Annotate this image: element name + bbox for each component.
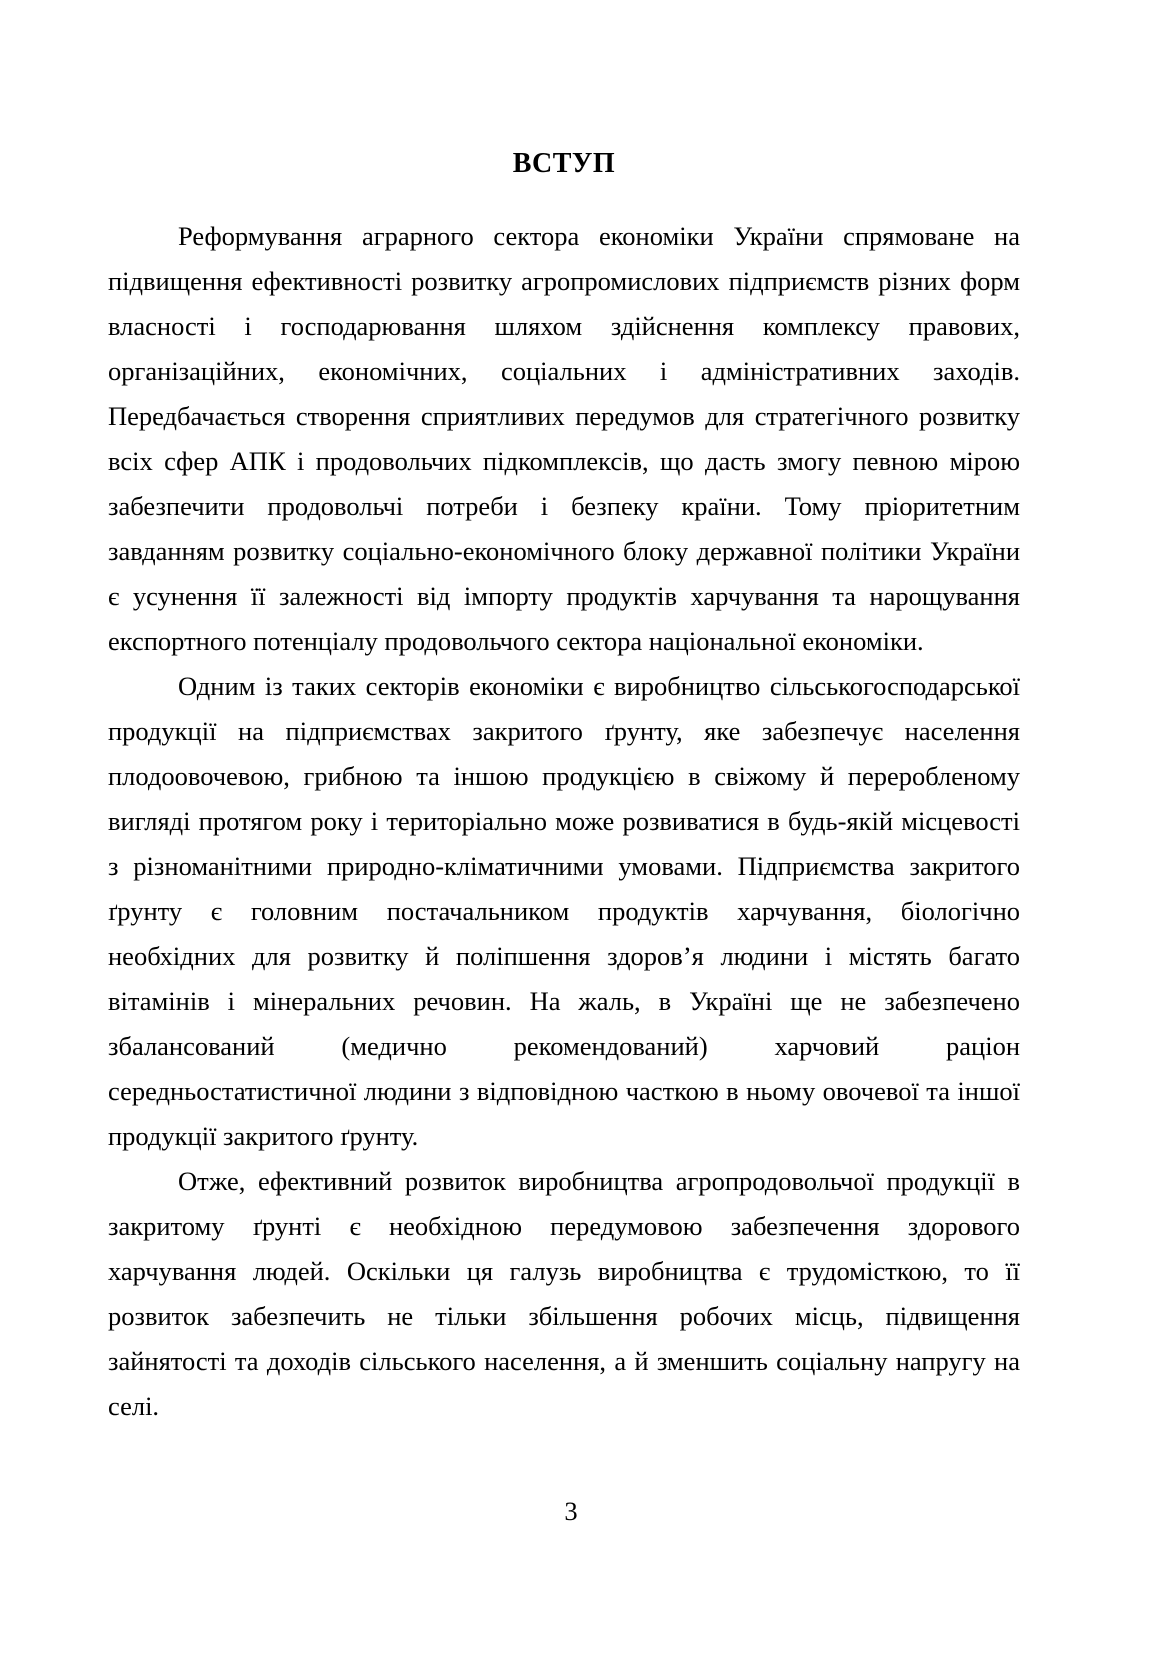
text-line: Одним із таких секторів економіки є виробництво сільськогосподарської (178, 671, 1020, 701)
text-line: всіх сфер АПК і продовольчих підкомплексів, що дасть змогу певною мірою (108, 446, 1020, 476)
text-line: середньостатистичної людини з відповідною часткою в ньому овочевої та іншої (108, 1076, 1020, 1106)
paragraph (108, 1159, 1020, 1429)
text-line: Реформування аграрного сектора економіки України спрямоване на (178, 221, 1020, 251)
text-line: забезпечити продовольчі потреби і безпеку країни. Тому пріоритетним (108, 491, 1020, 521)
text-line: є усунення її залежності від імпорту продуктів харчування та нарощування (108, 581, 1020, 611)
text-line: експортного потенціалу продовольчого сектора національної економіки. (108, 626, 924, 656)
text-line: організаційних, економічних, соціальних і адміністративних заходів. (108, 356, 1020, 386)
text-line: зайнятості та доходів сільського населення, а й зменшить соціальну напругу на (108, 1346, 1020, 1376)
text-line: вигляді протягом року і територіально може розвиватися в будь-якій місцевості (108, 806, 1020, 836)
text-line: селі. (108, 1391, 160, 1421)
page-title: ВСТУП (512, 148, 616, 179)
paragraph (108, 214, 1020, 664)
text-line: плодоовочевою, грибною та іншою продукцією в свіжому й переробленому (108, 761, 1020, 791)
text-line: підвищення ефективності розвитку агропромислових підприємств різних форм (108, 266, 1020, 296)
text-line: харчування людей. Оскільки ця галузь виробництва є трудомісткою, то її (108, 1256, 1020, 1286)
text-line: закритому ґрунті є необхідною передумовою забезпечення здорового (108, 1211, 1020, 1241)
document-body (108, 214, 1020, 1429)
text-line: власності і господарювання шляхом здійснення комплексу правових, (108, 311, 1020, 341)
text-line: необхідних для розвитку й поліпшення здоров’я людини і містять багато (108, 941, 1020, 971)
text-line: продукції закритого ґрунту. (108, 1121, 419, 1151)
page-number: 3 (564, 1496, 578, 1526)
text-line: ґрунту є головним постачальником продуктів харчування, біологічно (108, 896, 1020, 926)
text-column (108, 144, 1020, 1429)
text-line: вітамінів і мінеральних речовин. На жаль, в Україні ще не забезпечено (108, 986, 1020, 1016)
text-line: розвиток забезпечить не тільки збільшення робочих місць, підвищення (108, 1301, 1020, 1331)
text-line: продукції на підприємствах закритого ґрунту, яке забезпечує населення (108, 716, 1020, 746)
text-line: завданням розвитку соціально-економічного блоку державної політики України (108, 536, 1020, 566)
text-line: Передбачається створення сприятливих передумов для стратегічного розвитку (108, 401, 1020, 431)
text-line: збалансований (медично рекомендований) харчовий раціон (108, 1031, 1020, 1061)
text-line: Отже, ефективний розвиток виробництва агропродовольчої продукції в (178, 1166, 1020, 1196)
paragraph (108, 664, 1020, 1159)
text-line: з різноманітними природно-кліматичними умовами. Підприємства закритого (108, 851, 1020, 881)
